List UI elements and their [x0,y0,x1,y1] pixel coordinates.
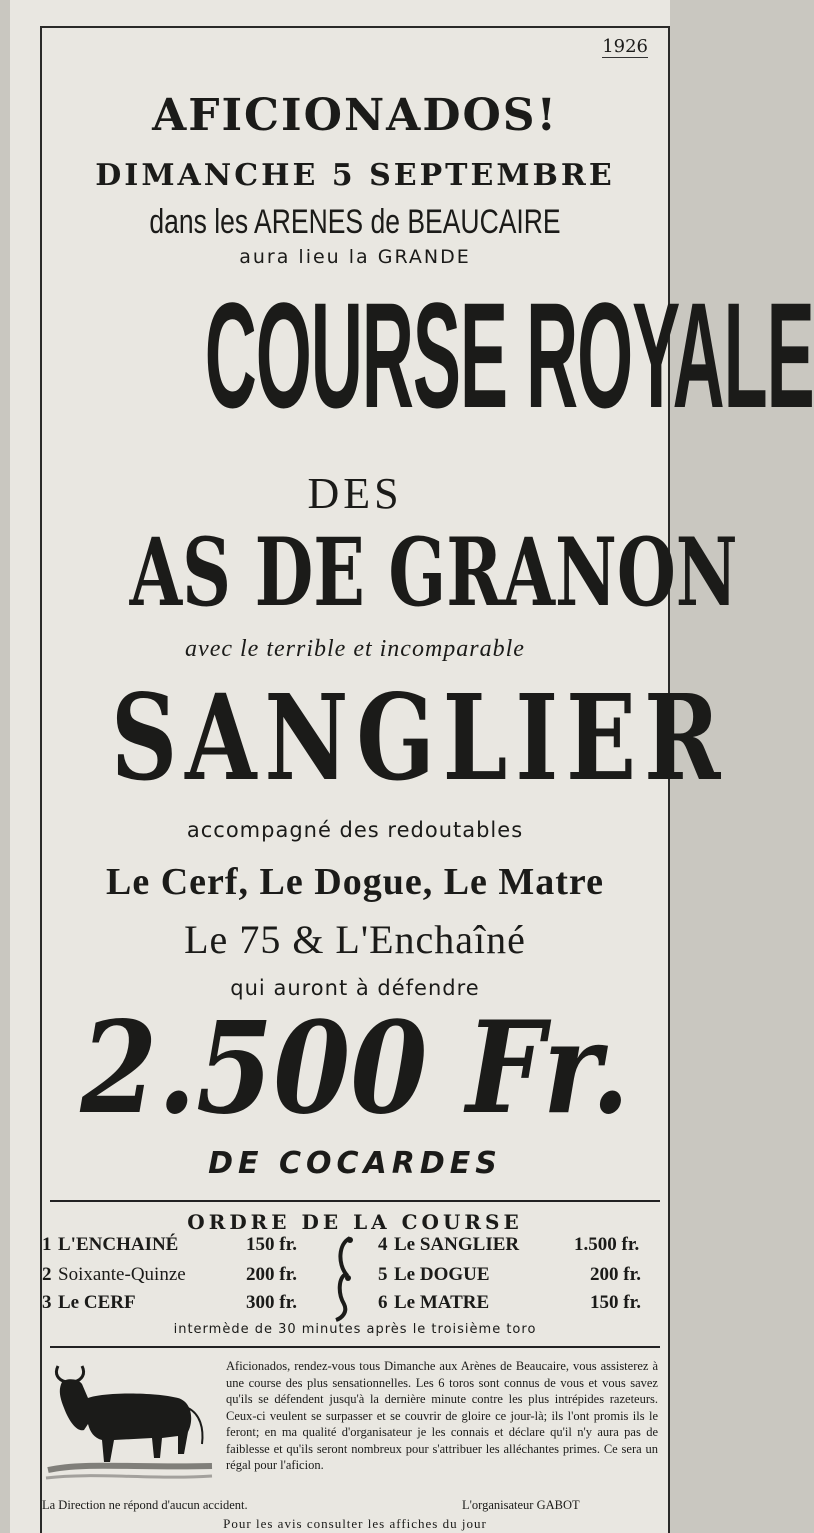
direction-notice: La Direction ne répond d'aucun accident. [42,1498,248,1512]
bulls-line-1: Le Cerf, Le Dogue, Le Matre [106,861,604,903]
bulls-line-2: Le 75 & L'Enchaîné [184,917,526,962]
divider-bottom [50,1346,660,1348]
accompagne-line: accompagné des redoutables [186,818,524,842]
ornament-icon [332,1234,358,1322]
left-name: L'ENCHAINÉ [58,1234,179,1255]
group-title: AS DE GRANON [129,518,738,628]
year-annotation: 1926 [602,36,648,57]
intermede-line: intermède de 30 minutes après le troisième toro [173,1322,537,1337]
left-price: 300 fr. [246,1292,298,1313]
right-price: 200 fr. [590,1264,642,1285]
event-title: COURSE ROYALE [204,271,814,439]
event-date: DIMANCHE 5 SEPTEMBRE [95,158,615,193]
bull-illustration [44,1358,214,1488]
cocardes-line: DE COCARDES [208,1146,502,1181]
defend-line: qui auront à défendre [230,976,480,1000]
ordre-title: ORDRE DE LA COURSE [187,1210,523,1234]
des-line: DES [307,469,403,518]
right-num: 4 [378,1234,388,1255]
organizer-signature: L'organisateur GABOT [462,1498,580,1512]
left-price: 200 fr. [246,1264,298,1285]
left-num: 1 [42,1234,52,1255]
left-num: 3 [42,1292,52,1313]
left-name: Soixante-Quinze [58,1264,186,1285]
notice-text: Aficionados, rendez-vous tous Dimanche aux Arènes de Beaucaire, vous assisterez à une course des plus sensationnelles. Les 6 toros sont connus de vous et vous savez qu'ils se défendent jusqu'à la dernière minute contre les plus intrépides razeteurs. Ceux-ci veulent se surpasser et se couvrir de gloire ce jour-là; ils l'ont promis ils le feront; en ma qualité d'organisateur je les connais et déclare qu'il n'y aura pas de faiblesse et qu'ils seront nombreux pour s'attribuer les alléchantes primes. Ce sera un régal pour l'aficion. [226,1359,658,1472]
prize-amount: 2.500 Fr. [80,994,630,1142]
poster-frame [40,26,814,1533]
right-num: 5 [378,1264,388,1285]
right-name: Le DOGUE [394,1264,490,1285]
right-price: 150 fr. [590,1292,642,1313]
right-name: Le SANGLIER [394,1234,520,1255]
left-num: 2 [42,1264,52,1285]
headline: AFICIONADOS! [152,90,558,141]
left-name: Le CERF [58,1292,136,1313]
right-num: 6 [378,1292,388,1313]
right-name: Le MATRE [394,1292,490,1313]
right-price: 1.500 fr. [574,1234,640,1255]
intro-line: aura lieu la GRANDE [239,246,471,268]
divider-top [50,1200,660,1202]
poster-sheet [10,0,814,1533]
star-bull-name: SANGLIER [110,668,729,807]
avec-line: avec le terrible et incomparable [185,636,525,662]
avis-line: Pour les avis consulter les affiches du jour [223,1516,487,1531]
left-price: 150 fr. [246,1234,298,1255]
venue-line: dans les ARENES de BEAUCAIRE [149,203,561,241]
